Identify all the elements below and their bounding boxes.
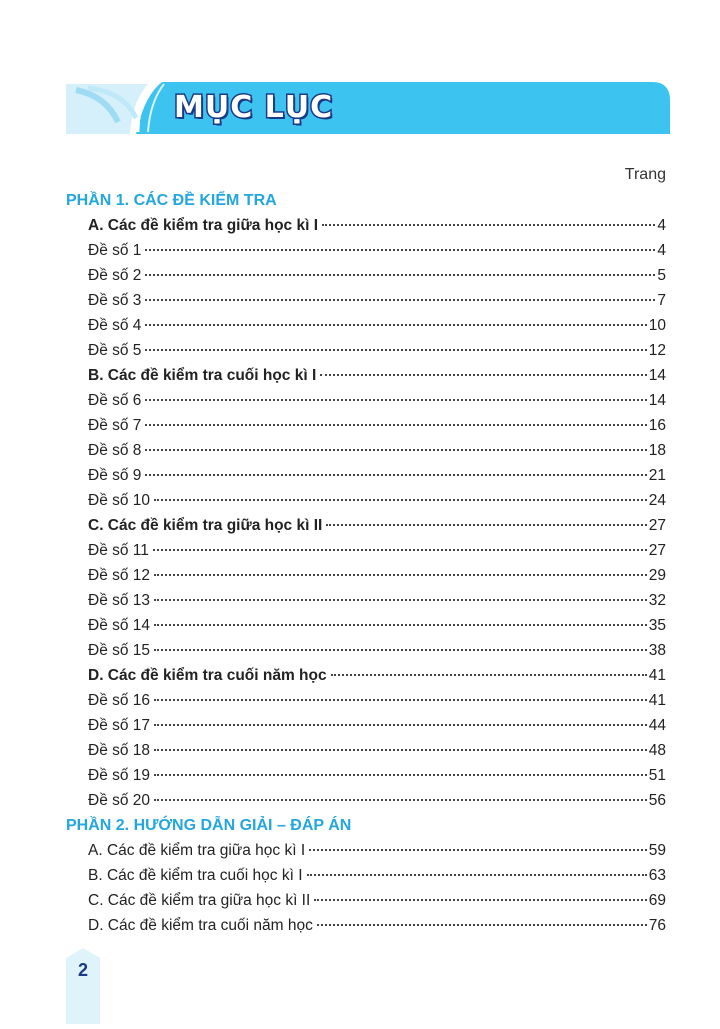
toc-section-row — [66, 363, 666, 388]
toc-entry-page: 5 — [657, 267, 666, 284]
toc-entry-page: 63 — [648, 867, 666, 884]
toc-entry-label: D. Các đề kiểm tra cuối năm học — [88, 917, 313, 934]
toc-entry-row — [66, 263, 666, 288]
toc-entry-page: 16 — [648, 417, 666, 434]
toc-entry-label: Đề số 13 — [88, 592, 151, 609]
dot-leader — [331, 673, 647, 676]
toc-entry-row — [66, 788, 666, 813]
toc-entry-label: A. Các đề kiểm tra giữa học kì I — [88, 842, 306, 859]
dot-leader — [317, 923, 647, 926]
dot-leader — [145, 473, 646, 476]
toc-entry-row — [66, 538, 666, 563]
toc-entry-label: Đề số 5 — [88, 342, 142, 359]
toc-entry-label: Đề số 7 — [88, 417, 142, 434]
dot-leader — [154, 598, 647, 601]
toc-entry-page: 21 — [648, 467, 666, 484]
toc-entry-page: 10 — [648, 317, 666, 334]
toc-entry-page: 14 — [648, 367, 666, 384]
toc-entry-page: 51 — [648, 767, 666, 784]
toc-entry-row — [66, 913, 666, 938]
dot-leader — [145, 273, 655, 276]
toc-entry-label: Đề số 17 — [88, 717, 151, 734]
dot-leader — [309, 848, 647, 851]
toc-entry-page: 59 — [648, 842, 666, 859]
toc-entry-row — [66, 888, 666, 913]
toc-entry-page: 24 — [648, 492, 666, 509]
toc-entry-page: 41 — [648, 692, 666, 709]
toc-entry-label: C. Các đề kiểm tra giữa học kì II — [88, 517, 323, 534]
page-number: 2 — [77, 960, 88, 980]
toc-entry-label: Đề số 12 — [88, 567, 151, 584]
toc-entry-row — [66, 438, 666, 463]
toc-entry-label: Đề số 4 — [88, 317, 142, 334]
toc-entry-row — [66, 463, 666, 488]
dot-leader — [326, 523, 646, 526]
toc-entry-row — [66, 588, 666, 613]
toc-entry-label: A. Các đề kiểm tra giữa học kì I — [88, 217, 319, 234]
toc-entry-page: 27 — [648, 517, 666, 534]
toc-entry-row — [66, 313, 666, 338]
toc-entry-page: 32 — [648, 592, 666, 609]
toc-entry-row — [66, 863, 666, 888]
table-of-contents — [66, 188, 666, 938]
dot-leader — [154, 623, 647, 626]
dot-leader — [154, 498, 647, 501]
toc-entry-page: 12 — [648, 342, 666, 359]
toc-entry-label: Đề số 15 — [88, 642, 151, 659]
toc-entry-page: 69 — [648, 892, 666, 909]
toc-entry-row — [66, 638, 666, 663]
toc-entry-row — [66, 613, 666, 638]
toc-entry-label: Đề số 11 — [88, 542, 149, 559]
dot-leader — [145, 448, 646, 451]
toc-section-row — [66, 663, 666, 688]
dot-leader — [307, 873, 647, 876]
toc-entry-label: Đề số 19 — [88, 767, 151, 784]
toc-entry-page: 14 — [648, 392, 666, 409]
toc-entry-page: 4 — [657, 217, 666, 234]
dot-leader — [154, 698, 647, 701]
toc-entry-label: Đề số 2 — [88, 267, 142, 284]
toc-entry-label: Đề số 8 — [88, 442, 142, 459]
toc-entry-label: Đề số 20 — [88, 792, 151, 809]
dot-leader — [154, 648, 647, 651]
toc-entry-label: Đề số 16 — [88, 692, 151, 709]
part-heading: PHẦN 2. HƯỚNG DẪN GIẢI – ĐÁP ÁN — [66, 817, 352, 834]
toc-entry-label: Đề số 6 — [88, 392, 142, 409]
toc-entry-row — [66, 838, 666, 863]
toc-entry-page: 7 — [657, 292, 666, 309]
toc-entry-label: Đề số 18 — [88, 742, 151, 759]
toc-entry-row — [66, 713, 666, 738]
page-column-label: Trang — [624, 166, 666, 183]
toc-entry-page: 4 — [657, 242, 666, 259]
toc-entry-row — [66, 688, 666, 713]
toc-entry-row — [66, 238, 666, 263]
toc-entry-label: Đề số 14 — [88, 617, 151, 634]
toc-entry-row — [66, 338, 666, 363]
toc-entry-page: 18 — [648, 442, 666, 459]
toc-entry-page: 48 — [648, 742, 666, 759]
page-number-tab — [66, 948, 100, 1024]
dot-leader — [145, 323, 646, 326]
toc-entry-page: 35 — [648, 617, 666, 634]
toc-entry-row — [66, 763, 666, 788]
toc-entry-page: 56 — [648, 792, 666, 809]
toc-entry-row — [66, 488, 666, 513]
toc-entry-label: B. Các đề kiểm tra cuối học kì I — [88, 867, 303, 884]
toc-entry-row — [66, 738, 666, 763]
toc-entry-row — [66, 288, 666, 313]
toc-entry-row — [66, 388, 666, 413]
dot-leader — [145, 423, 646, 426]
toc-entry-label: D. Các đề kiểm tra cuối năm học — [88, 667, 327, 684]
toc-entry-page: 41 — [648, 667, 666, 684]
banner-graphic — [66, 82, 670, 134]
toc-entry-page: 44 — [648, 717, 666, 734]
dot-leader — [145, 398, 646, 401]
dot-leader — [154, 723, 647, 726]
toc-entry-page: 38 — [648, 642, 666, 659]
dot-leader — [314, 898, 646, 901]
toc-entry-row — [66, 413, 666, 438]
toc-entry-label: Đề số 3 — [88, 292, 142, 309]
header-banner — [66, 82, 670, 134]
dot-leader — [154, 798, 647, 801]
toc-entry-row — [66, 563, 666, 588]
dot-leader — [154, 573, 647, 576]
part-heading: PHẦN 1. CÁC ĐỀ KIỂM TRA — [66, 192, 277, 209]
dot-leader — [153, 548, 647, 551]
toc-entry-page: 29 — [648, 567, 666, 584]
dot-leader — [320, 373, 646, 376]
dot-leader — [322, 223, 655, 226]
toc-section-row — [66, 213, 666, 238]
toc-entry-page: 76 — [648, 917, 666, 934]
dot-leader — [145, 348, 646, 351]
dot-leader — [154, 748, 647, 751]
page-title: MỤC LỤC — [174, 90, 334, 125]
toc-entry-label: Đề số 1 — [88, 242, 142, 259]
toc-section-row — [66, 513, 666, 538]
toc-entry-label: Đề số 9 — [88, 467, 142, 484]
dot-leader — [145, 248, 655, 251]
toc-entry-label: Đề số 10 — [88, 492, 151, 509]
dot-leader — [154, 773, 647, 776]
toc-entry-page: 27 — [648, 542, 666, 559]
dot-leader — [145, 298, 655, 301]
toc-entry-label: C. Các đề kiểm tra giữa học kì II — [88, 892, 311, 909]
toc-entry-label: B. Các đề kiểm tra cuối học kì I — [88, 367, 317, 384]
